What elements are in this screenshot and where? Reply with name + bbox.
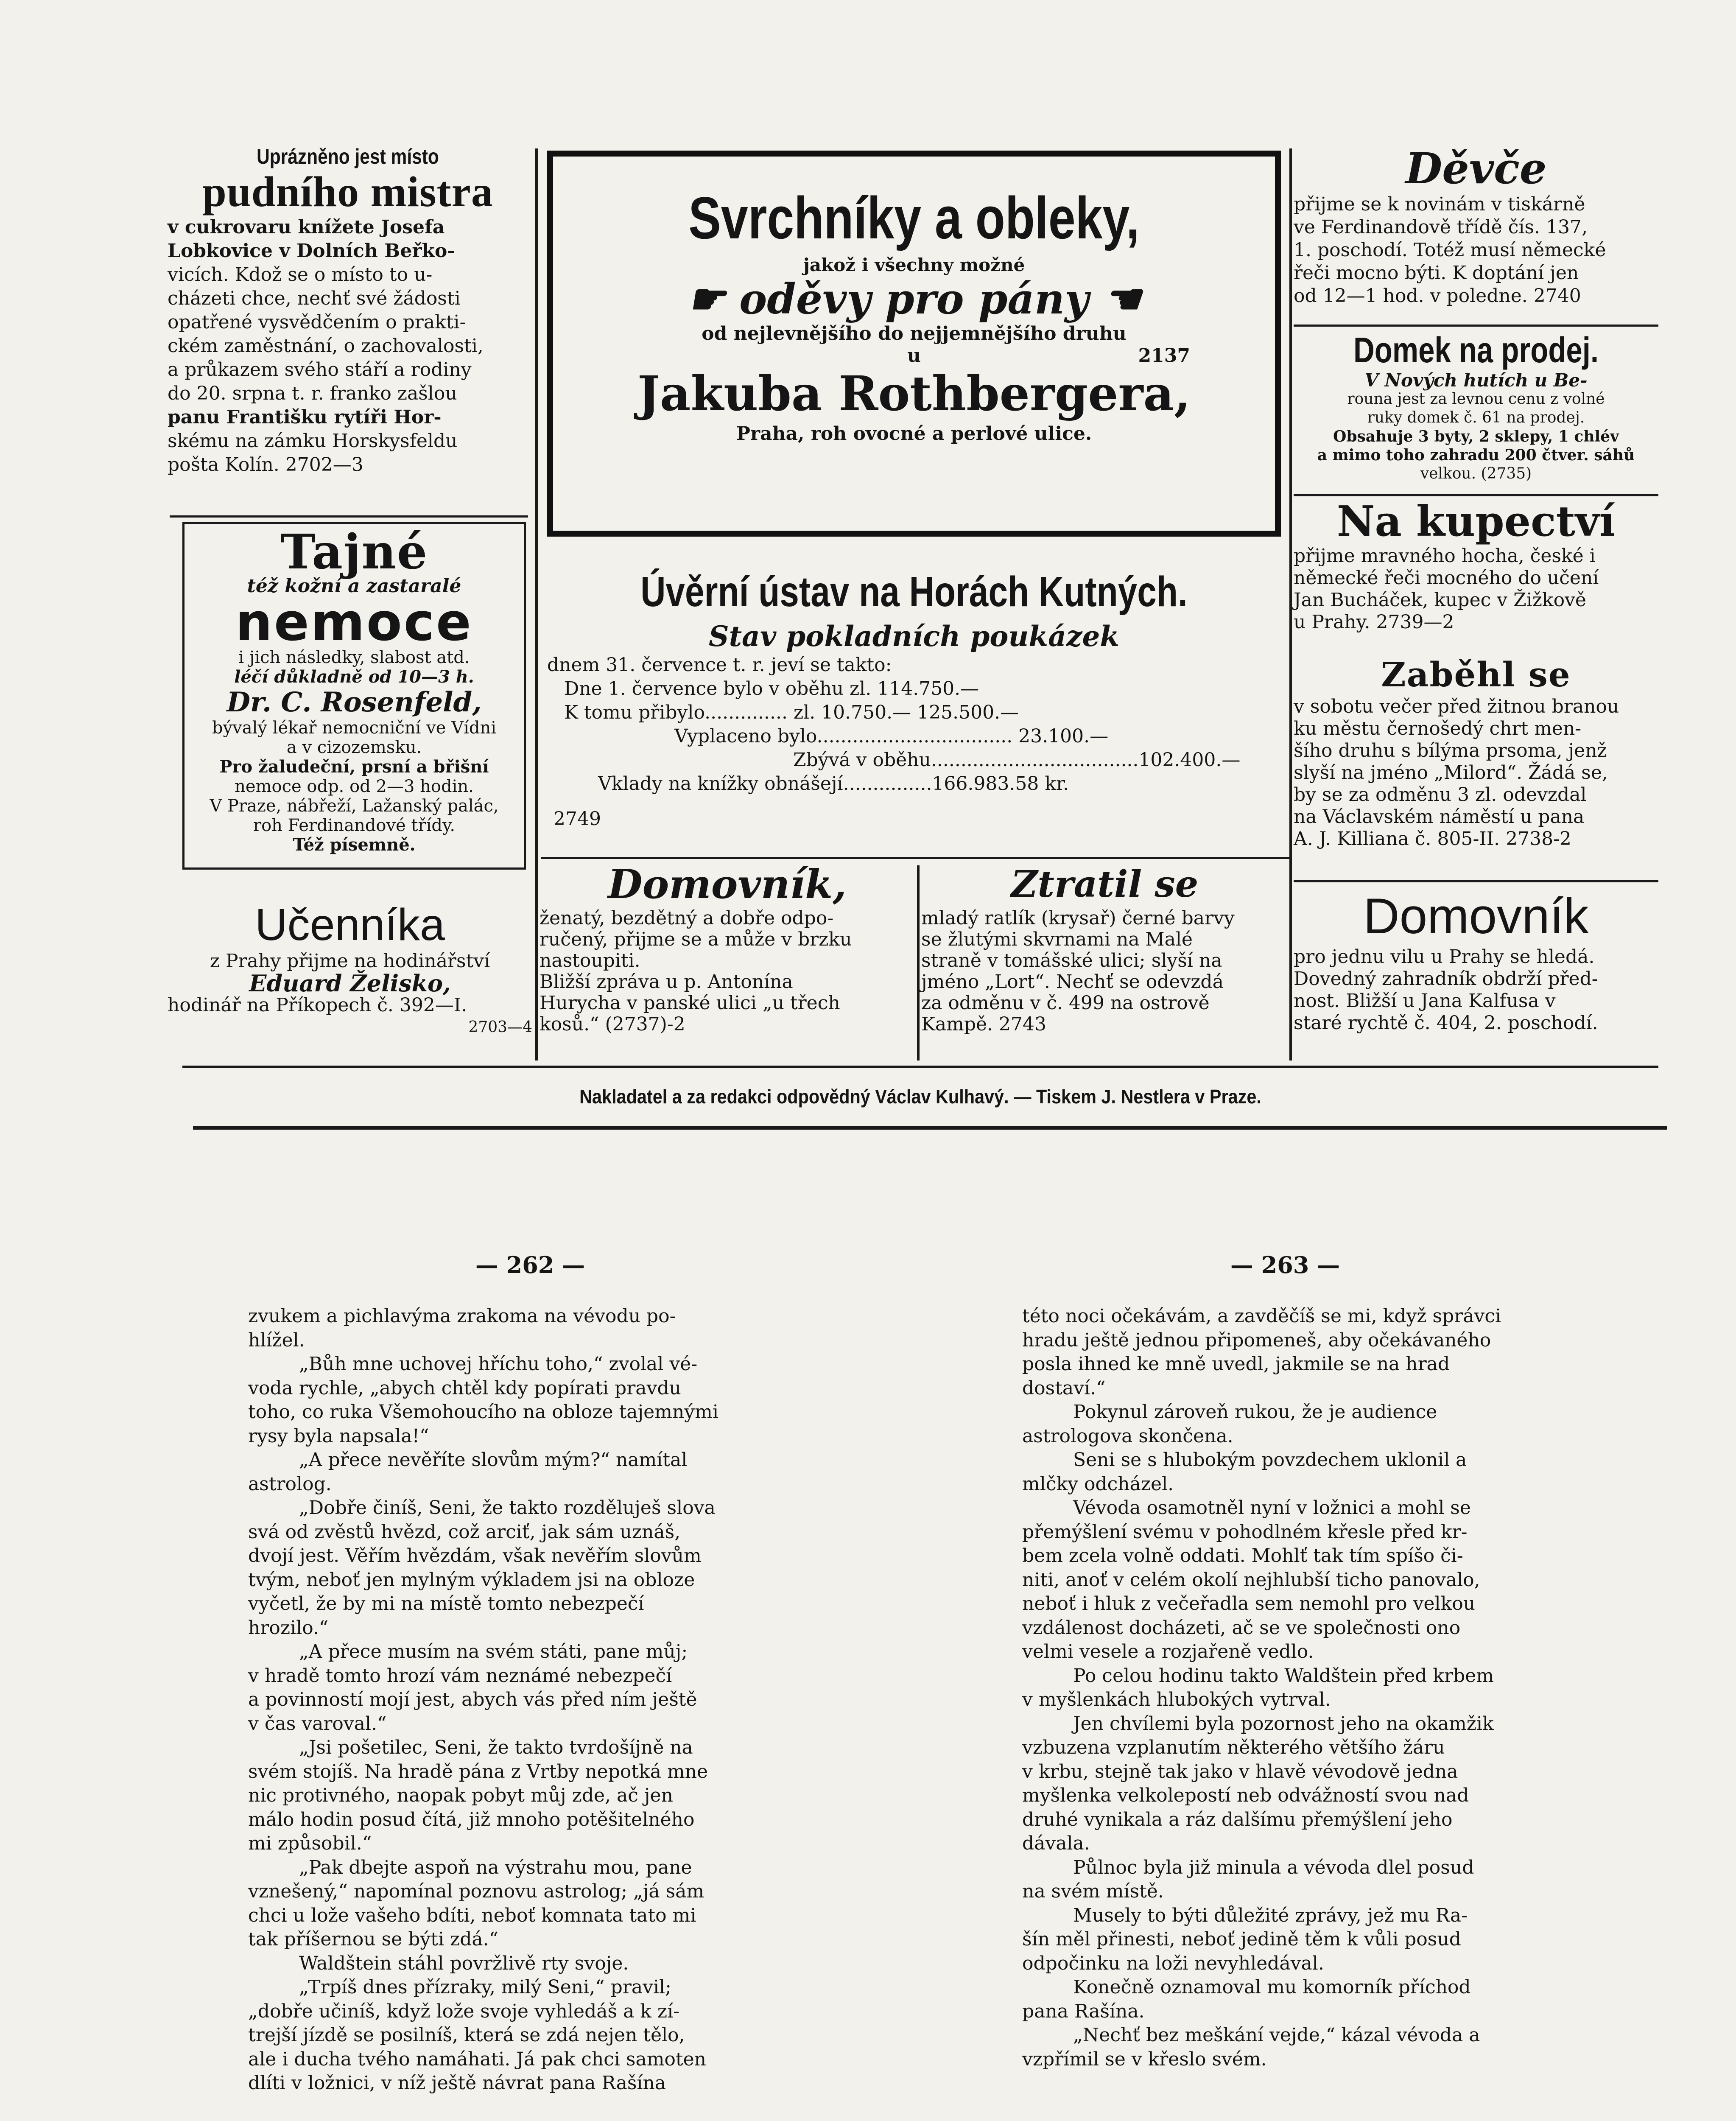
text-line: Waldštein stáhl povržlivě rty svoje. (299, 1952, 629, 1974)
text-line: vzpřímil se v křeslo svém. (1022, 2048, 1267, 2070)
ad-title: Domovník (1363, 888, 1589, 944)
text-line: vznešený,“ napomínal poznovu astrolog; „já sám (248, 1880, 704, 1902)
text-line: této noci očekávám, a zavděčíš se mi, když správci (1022, 1305, 1501, 1327)
ad-separator (1294, 880, 1658, 882)
text-line: dávala. (1022, 1833, 1090, 1854)
ad-tajne-nemoce (182, 522, 526, 870)
ad-text-line: Jan Bucháček, kupec v Žižkově (1294, 589, 1586, 611)
text-line: myšlenka velkolepostí neb odvážností svou nad (1022, 1785, 1469, 1806)
ad-text-line: skému na zámku Horskysfeldu (168, 430, 458, 452)
ad-text-line: V Nových hutích u Be- (1364, 370, 1588, 391)
text-column-left (248, 1304, 842, 2096)
ad-text-line: mladý ratlík (krysař) černé barvy (921, 907, 1235, 929)
text-line: odpočinku na loži nevyhledával. (1022, 1952, 1324, 1974)
text-line: „Bůh mne uchovej hříchu toho,“ zvolal vé- (299, 1353, 698, 1375)
ad-text-line: Též písemně. (293, 835, 416, 855)
ad-text-line: ve Ferdinandově třídě čís. 137, (1294, 216, 1588, 238)
ad-text-line: bývalý lékař nemocniční ve Vídni (212, 718, 497, 738)
ad-separator (541, 857, 1289, 859)
ad-number: 2749 (554, 808, 601, 830)
ad-domek-na-prodej (1294, 329, 1658, 483)
text-line: chci u lože vašeho bdíti, neboť komnata tato mi (248, 1904, 696, 1926)
ad-text-line: šího druhu s bílýma prsoma, jenž (1294, 740, 1607, 761)
ad-text-line: pro jednu vilu u Prahy se hledá. (1294, 946, 1595, 968)
text-line: vzbuzena vzplanutím některého většího žáru (1022, 1737, 1445, 1758)
ad-text-line: Kampě. 2743 (921, 1013, 1046, 1035)
ad-text-line: v cukrovaru knížete Josefa (168, 216, 445, 238)
text-line: na svém místě. (1022, 1880, 1164, 1902)
ad-text-line: slyší na jméno „Milord“. Žádá se, (1294, 762, 1608, 783)
ad-line: od nejlevnějšího do nejjemnějšího druhu (702, 323, 1127, 344)
ad-na-kupectvi (1294, 498, 1658, 633)
ad-text-line: Bližší zpráva u p. Antonína (540, 971, 793, 993)
ad-text-line: hodinář na Příkopech č. 392—I. (168, 994, 467, 1016)
text-line: rysy byla napsala!“ (248, 1425, 429, 1447)
ad-ztratil-se (921, 861, 1288, 1035)
ad-text-line: přijme mravného hocha, české i (1294, 545, 1596, 567)
column-rule-2 (1289, 148, 1292, 1060)
ad-lead: Uprázněno jest místo (257, 145, 439, 168)
ad-text-line: řeči mocno býti. K doptání jen (1294, 262, 1579, 284)
ad-body (1294, 946, 1658, 1034)
ad-devce (1294, 144, 1658, 308)
text-line: Vévoda osamotněl nyní v ložnici a mohl se (1073, 1497, 1471, 1519)
ad-title: Učenníka (255, 900, 445, 950)
ad-separator (170, 515, 528, 518)
text-line: trejší jízdě se posilníš, která se zdá nejen tělo, (248, 2024, 685, 2046)
text-line: dvojí jest. Věřím hvězdám, však nevěřím slovům (248, 1545, 702, 1567)
text-line: Po celou hodinu takto Waldštein před krbem (1073, 1665, 1494, 1687)
ad-body (168, 215, 528, 477)
text-line: voda rychle, „abych chtěl kdy popírati pravdu (248, 1377, 681, 1399)
ad-text-line: opatřené vysvědčením o prakti- (168, 311, 466, 333)
text-line: astrolog. (248, 1473, 332, 1495)
text-line: toho, co ruka Všemohoucího na obloze tajemnými (248, 1401, 718, 1423)
ad-text-line: nemoce odp. od 2—3 hodin. (235, 777, 474, 796)
text-line: málo hodin posud čítá, již mnoho potěšitelného (248, 1808, 695, 1830)
ad-u: u (907, 345, 921, 367)
ad-name: Jakuba Rothbergera, (637, 366, 1191, 422)
text-line: „A přece musím na svém státi, pane můj; (299, 1641, 688, 1662)
ad-svrchniky (547, 151, 1281, 537)
ad-text-line: a mimo toho zahradu 200 čtver. sáhů (1317, 446, 1635, 464)
text-line: Jen chvílemi byla pozornost jeho na okamžik (1073, 1712, 1494, 1735)
text-line: „Dobře činíš, Seni, že takto rozděluješ slova (299, 1497, 716, 1519)
text-line: zvukem a pichlavýma zrakoma na vévodu po- (248, 1305, 676, 1327)
ad-addr: Praha, roh ovocné a perlové ulice. (736, 423, 1092, 445)
ad-text-line: V Praze, nábřeží, Lažanský palác, (210, 796, 499, 816)
ad-body (921, 908, 1288, 1035)
ad-text-line: K tomu přibylo.............. zl. 10.750.— 125.500.— (564, 702, 1019, 723)
ad-sub: též kožní a zastaralé (247, 575, 461, 597)
ad-title: Ztratil se (1011, 863, 1199, 906)
ad-big (553, 276, 1275, 323)
text-line: a povinností mojí jest, abych vás před ním ještě (248, 1689, 697, 1710)
ad-text-line: Hurycha v panské ulici „u třech (540, 992, 840, 1014)
ad-text-line: do 20. srpna t. r. franko zašlou (168, 383, 457, 404)
ad-line: jakož i všechny možné (803, 255, 1025, 275)
pointing-hand-icon: ☚ (1103, 275, 1141, 324)
text-line: niti, anoť v celém okolí nejhlubší ticho panovalo, (1022, 1569, 1480, 1591)
ad-text-line: ku městu černošedý chrt men- (1294, 718, 1582, 739)
text-line: tvým, neboť jen mylným výkladem jsi na obloze (248, 1569, 695, 1591)
ad-text-line: cházeti chce, nechť své žádosti (168, 288, 461, 309)
ad-sub: Stav pokladních poukázek (708, 620, 1120, 653)
ad-text-line: a v cizozemsku. (286, 738, 422, 757)
imprint: Nakladatel a za redakci odpovědný Václav Kulhavý. — Tiskem J. Nestlera v Praze. (579, 1086, 1261, 1108)
ad-text-line: panu Františku rytíři Hor- (168, 406, 442, 428)
text-line: „Pak dbejte aspoň na výstrahu mou, pane (299, 1856, 692, 1878)
ad-text-line: i jich následky, slabost atd. (238, 648, 470, 667)
text-line: Musely to býti důležité zprávy, jež mu Ra- (1073, 1904, 1468, 1926)
ad-text-line: Obsahuje 3 byty, 2 sklepy, 1 chlév (1333, 428, 1619, 445)
ad-title: Děvče (1405, 143, 1547, 193)
text-line: pana Rašína. (1022, 2000, 1145, 2022)
ad-title: Na kupectví (1336, 497, 1616, 546)
ad-text-line: 1. poschodí. Totéž musí německé (1294, 239, 1606, 261)
text-line: přemýšlení svému v pohodlném křesle před kr- (1022, 1521, 1468, 1543)
ad-text-line: Vyplaceno bylo................................. 23.100.— (674, 725, 1109, 747)
ad-text-line: Vklady na knížky obnášejí...............166.983.58 kr. (598, 773, 1069, 795)
text-line: mi způsobil.“ (248, 1833, 372, 1854)
ad-title: Tajné (280, 524, 428, 580)
text-line: nic protivného, naopak pobyt můj zde, ač jen (248, 1785, 673, 1806)
ad-text-line: Eduard Želisko, (249, 970, 451, 997)
ad-body (168, 950, 532, 1038)
column-rule-3 (917, 865, 920, 1060)
ad-body (540, 908, 915, 1035)
text-line: v myšlenkách hlubokých vytrval. (1022, 1689, 1331, 1710)
text-line: dlíti v ložnici, v níž ještě návrat pana Rašína (248, 2072, 666, 2094)
ad-title: Domovník, (608, 861, 847, 908)
ad-headline: pudního mistra (202, 168, 493, 216)
ad-text-line: Dne 1. července bylo v oběhu zl. 114.750.— (564, 678, 979, 700)
text-line: „A přece nevěříte slovům mým?“ namítal (299, 1449, 688, 1471)
ad-domovnik-vila (1294, 887, 1658, 1034)
ad-title: Zaběhl se (1381, 655, 1571, 694)
text-line: Konečně oznamoval mu komorník příchod (1073, 1976, 1471, 1998)
text-line: v krbu, stejně tak jako v hlavě vévodově jedna (1022, 1760, 1458, 1782)
ad-domovnik-zenaty (540, 861, 915, 1035)
text-line: Seni se s hlubokým povzdechem uklonil a (1073, 1449, 1467, 1471)
ad-number: 2137 (1138, 345, 1190, 367)
text-line: mlčky odcházel. (1022, 1473, 1174, 1495)
text-line: „dobře učiníš, když lože svoje vyhledáš a k zí- (248, 2000, 680, 2022)
text-line: neboť i hluk z večeřadla sem nemohl pro velkou (1022, 1593, 1476, 1615)
ad-text-line: staré rychtě č. 404, 2. poschodí. (1294, 1012, 1598, 1034)
ad-body (1294, 696, 1658, 850)
ad-text-line: Dr. C. Rosenfeld, (226, 686, 482, 718)
ad-text-line: Dovedný zahradník obdrží před- (1294, 968, 1598, 990)
text-line: hlížel. (248, 1329, 305, 1351)
ad-text-line: dnem 31. července t. r. jeví se takto: (547, 654, 892, 676)
ad-title: Domek na prodej. (1353, 330, 1599, 370)
section-rule (182, 1066, 1658, 1068)
ad-text-line: velkou. (2735) (1420, 465, 1532, 482)
text-line: Pokynul zároveň rukou, že je audience (1073, 1401, 1437, 1423)
ad-separator (1294, 325, 1658, 327)
ad-text-line: pošta Kolín. 2702—3 (168, 454, 363, 476)
ad-text-line: 2703—4 (468, 1019, 532, 1036)
pointing-hand-icon: ☛ (687, 275, 725, 324)
ad-text-line: a průkazem svého stáří a rodiny (168, 359, 472, 381)
ad-big-text: oděvy pro pány (739, 275, 1089, 324)
text-line: svém stojíš. Na hradě pána z Vrtby nepotká mne (248, 1760, 708, 1782)
ad-body (547, 653, 1281, 796)
ad-title: Svrchníky a obleky, (688, 185, 1140, 251)
ad-text-line: Zbývá v oběhu...................................102.400.— (793, 749, 1241, 771)
text-line: posla ihned ke mně uvedl, jakmile se na hrad (1022, 1353, 1450, 1375)
ad-text-line: se žlutými skvrnami na Malé (921, 929, 1193, 950)
text-line: druhé vynikala a ráz dalšímu přemýšlení jeho (1022, 1808, 1453, 1830)
ad-text-line: německé řeči mocného do učení (1294, 567, 1599, 589)
text-line: ale i ducha tvého namáhati. Já pak chci samoten (248, 2048, 706, 2070)
text-line: vyčetl, že by mi na místě tomto nebezpečí (248, 1593, 644, 1615)
ad-text-line: ckém zaměstnání, o zachovalosti, (168, 335, 484, 357)
ad-uverni-ustav (547, 564, 1281, 796)
ad-headline: nemoce (235, 592, 473, 652)
text-line: dostaví.“ (1022, 1377, 1106, 1399)
text-line: vzdálenost docházeti, ač se ve společnosti ono (1022, 1617, 1461, 1639)
text-line: hradu ještě jednou připomeneš, aby očekávaného (1022, 1329, 1491, 1351)
text-line: „Jsi pošetilec, Seni, že takto tvrdošíjně na (299, 1737, 693, 1758)
page-number-left: — 262 — (475, 1251, 585, 1279)
ad-text-line: nastoupiti. (540, 950, 640, 971)
text-line: tak příšernou se býti zdá.“ (248, 1928, 499, 1950)
ad-text-line: ruky domek č. 61 na prodej. (1367, 409, 1585, 426)
text-column-right (1022, 1304, 1616, 2071)
text-line: šín měl přinesti, neboť jedině těm k vůli posud (1022, 1928, 1461, 1950)
text-line: astrologova skončena. (1022, 1425, 1233, 1447)
ad-text-line: z Prahy přijme na hodinářství (210, 950, 490, 972)
ad-text-line: by se za odměnu 3 zl. odevzdal (1294, 784, 1587, 806)
text-line: v čas varoval.“ (248, 1712, 387, 1735)
text-line: Půlnoc byla již minula a vévoda dlel posud (1073, 1856, 1474, 1878)
column-rule-1 (535, 148, 538, 1060)
ad-ucennika (168, 899, 532, 1038)
ad-separator (1294, 494, 1658, 496)
ad-text-line: ženatý, bezdětný a dobře odpo- (540, 907, 834, 929)
text-line: svá od zvěstů hvězd, což arciť, jak sám uznáš, (248, 1521, 681, 1543)
page-number-right: — 263 — (1230, 1251, 1340, 1279)
text-line: „Trpíš dnes přízraky, milý Seni,“ pravil; (299, 1976, 671, 1998)
text-line: v hradě tomto hrozí vám neznámé nebezpečí (248, 1665, 672, 1687)
ad-text-line: léčí důkladně od 10—3 h. (234, 667, 474, 687)
imprint-rule (193, 1126, 1667, 1130)
ad-text-line: jméno „Lort“. Nechť se odevzdá (921, 971, 1224, 993)
ad-text-line: přijme se k novinám v tiskárně (1294, 193, 1585, 215)
ad-text-line: v sobotu večer před žitnou branou (1294, 696, 1619, 717)
text-line: bem zcela volně oddati. Mohlť tak tím spíšo či- (1022, 1545, 1463, 1567)
ad-body (1294, 545, 1658, 633)
ad-zabehl-se (1294, 653, 1658, 850)
ad-line (553, 345, 1275, 367)
ad-text-line: vicích. Kdož se o místo to u- (168, 264, 433, 285)
ad-text-line: kosů.“ (2737)-2 (540, 1013, 685, 1035)
text-line: „Nechť bez meškání vejde,“ kázal vévoda a (1073, 2024, 1480, 2046)
ad-pudni-mistr (168, 144, 528, 477)
ad-text-line: A. J. Killiana č. 805-II. 2738-2 (1294, 828, 1571, 850)
text-line: velmi vesele a rozjařeně vedlo. (1022, 1641, 1314, 1662)
ad-title: Úvěrní ústav na Horách Kutných. (640, 568, 1188, 616)
ad-text-line: u Prahy. 2739—2 (1294, 611, 1454, 633)
ad-text-line: na Václavském náměstí u pana (1294, 806, 1585, 828)
ad-text-line: za odměnu v č. 499 na ostrově (921, 992, 1210, 1014)
ad-body (185, 648, 524, 855)
ad-text-line: nost. Bližší u Jana Kalfusa v (1294, 990, 1556, 1012)
ad-text-line: straně v tomášské ulici; slyší na (921, 950, 1222, 971)
ad-text-line: Pro žaludeční, prsní a břišní (219, 757, 489, 777)
ad-text-line: Lobkovice v Dolních Beřko- (168, 240, 455, 262)
ad-text-line: rouna jest za levnou cenu z volné (1347, 390, 1605, 408)
ad-text-line: ručený, přijme se a může v brzku (540, 929, 852, 950)
text-line: hrozilo.“ (248, 1617, 329, 1639)
ad-text-line: roh Ferdinandové třídy. (253, 816, 456, 835)
ad-text-line: od 12—1 hod. v poledne. 2740 (1294, 285, 1581, 307)
ad-body (1294, 193, 1658, 308)
ad-body (1294, 371, 1658, 483)
